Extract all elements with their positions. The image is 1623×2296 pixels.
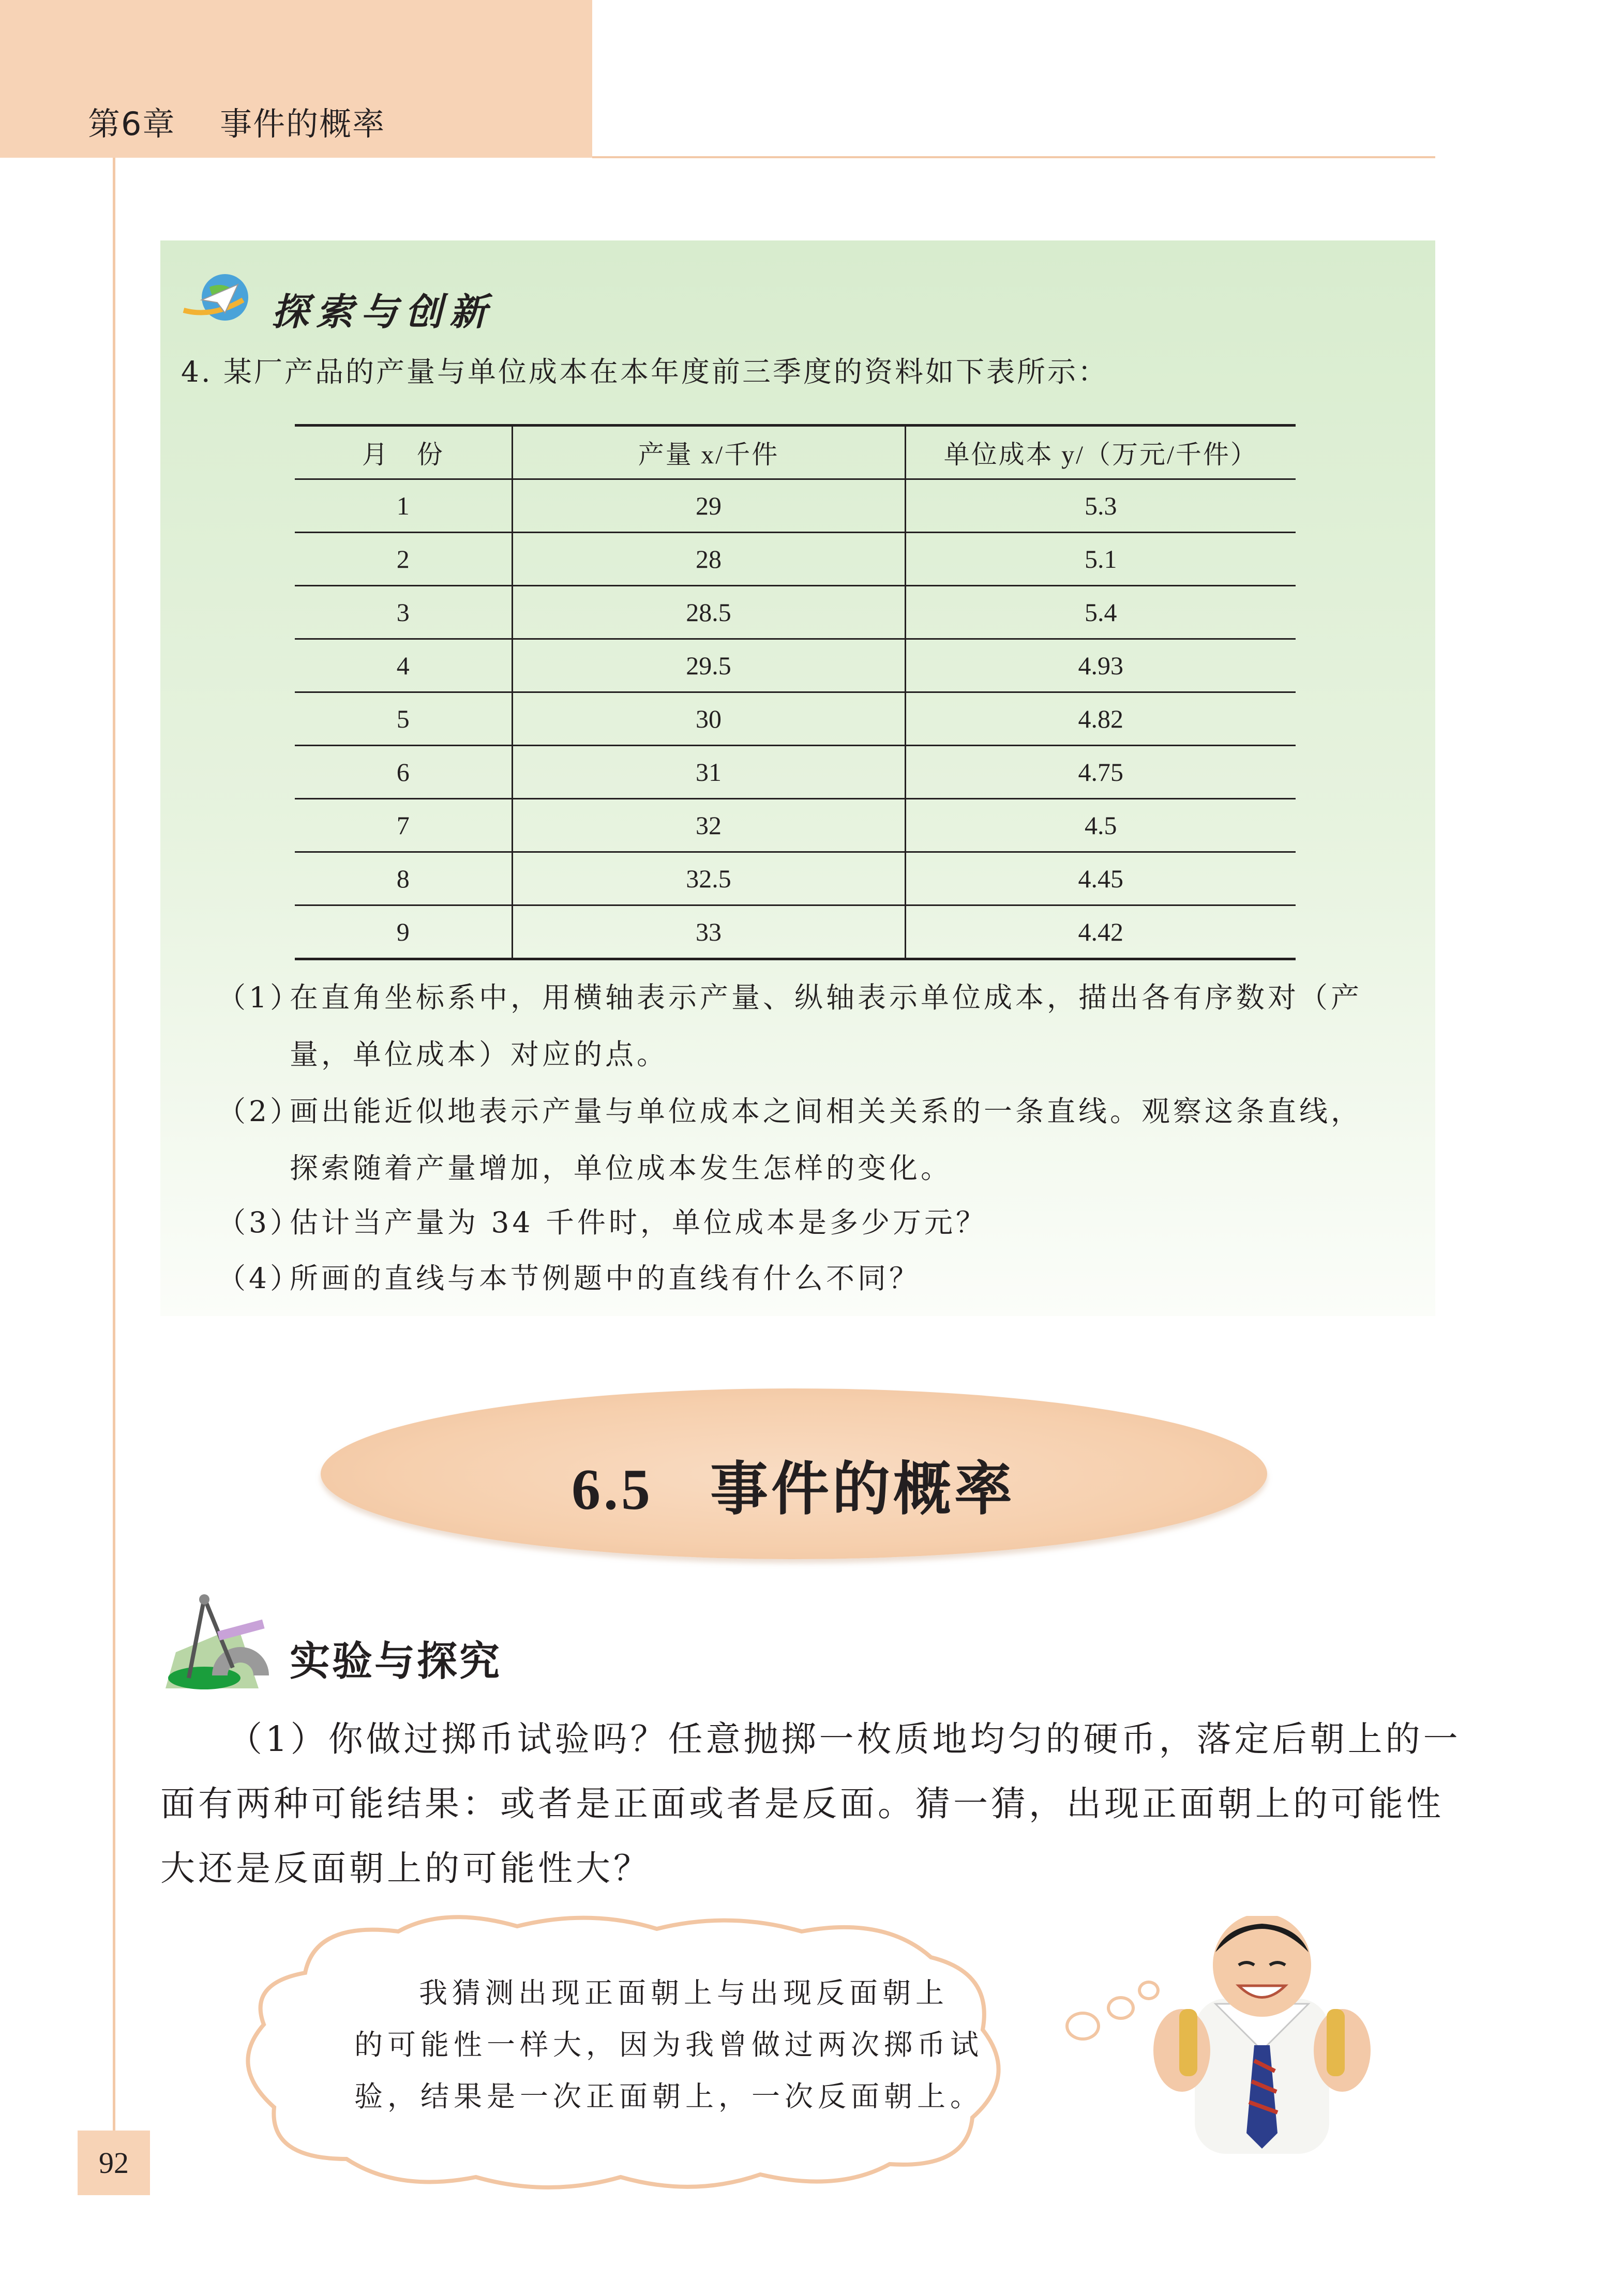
explore-title: 探索与创新 bbox=[272, 290, 494, 334]
table-cell: 4.75 bbox=[905, 746, 1296, 799]
question-1-continued: 量，单位成本）对应的点。 bbox=[290, 1038, 669, 1071]
question-text: 估计当产量为 34 千件时，单位成本是多少万元？ bbox=[290, 1206, 987, 1239]
chapter-header bbox=[88, 98, 385, 144]
table-cell: 31 bbox=[512, 746, 905, 799]
column-header-month: 月 份 bbox=[295, 426, 512, 479]
table-cell: 28 bbox=[512, 533, 905, 586]
explore-innovate-box bbox=[160, 240, 1435, 1316]
column-header-output: 产量 x/千件 bbox=[512, 426, 905, 479]
question-4 bbox=[217, 1256, 921, 1296]
chapter-title: 事件的概率 bbox=[220, 105, 386, 143]
section-title: 事件的概率 bbox=[710, 1455, 1015, 1523]
table-cell: 3 bbox=[295, 586, 512, 639]
table-cell: 32.5 bbox=[512, 852, 905, 905]
table-row bbox=[295, 852, 1296, 905]
table-cell: 4.82 bbox=[905, 692, 1296, 746]
table-cell: 5 bbox=[295, 692, 512, 746]
question-number: （2） bbox=[217, 1095, 302, 1128]
section-heading bbox=[572, 1443, 1015, 1526]
table-cell: 7 bbox=[295, 799, 512, 852]
table-row bbox=[295, 586, 1296, 639]
thought-text-line: 的可能性一样大，因为我曾做过两次掷币试 bbox=[354, 2028, 984, 2061]
question-text: 所画的直线与本节例题中的直线有什么不同？ bbox=[290, 1262, 921, 1295]
table-cell: 4.93 bbox=[905, 639, 1296, 692]
table-cell: 9 bbox=[295, 905, 512, 959]
table-cell: 33 bbox=[512, 905, 905, 959]
table-cell: 5.1 bbox=[905, 533, 1296, 586]
thought-cloud bbox=[228, 1911, 1091, 2200]
table-cell: 29.5 bbox=[512, 639, 905, 692]
question-text: 画出能近似地表示产量与单位成本之间相关关系的一条直线。观察这条直线， bbox=[290, 1095, 1363, 1128]
table-cell: 6 bbox=[295, 746, 512, 799]
table-row bbox=[295, 639, 1296, 692]
table-row bbox=[295, 746, 1296, 799]
table-cell: 4 bbox=[295, 639, 512, 692]
paragraph-line: 大还是反面朝上的可能性大？ bbox=[160, 1848, 651, 1889]
table-cell: 28.5 bbox=[512, 586, 905, 639]
question-number: （1） bbox=[217, 981, 302, 1014]
section-number: 6.5 bbox=[572, 1458, 653, 1522]
question-text: 在直角坐标系中，用横轴表示产量、纵轴表示单位成本，描出各有序数对（产 bbox=[290, 981, 1363, 1014]
table-cell: 4.42 bbox=[905, 905, 1296, 959]
globe-paper-plane-icon bbox=[181, 269, 259, 331]
table-row bbox=[295, 799, 1296, 852]
compass-protractor-icon bbox=[155, 1590, 274, 1694]
table-row bbox=[295, 479, 1296, 533]
header-rule bbox=[592, 156, 1435, 158]
table-cell: 5.3 bbox=[905, 479, 1296, 533]
thought-bubble-dot bbox=[1065, 2012, 1100, 2041]
table-cell: 29 bbox=[512, 479, 905, 533]
question-number: （4） bbox=[217, 1262, 302, 1295]
question-3 bbox=[217, 1200, 987, 1241]
child-illustration bbox=[1153, 1916, 1371, 2159]
table-row bbox=[295, 533, 1296, 586]
table-cell: 4.45 bbox=[905, 852, 1296, 905]
paragraph-line: （1）你做过掷币试验吗？任意抛掷一枚质地均匀的硬币，落定后朝上的一 bbox=[228, 1719, 1461, 1759]
table-cell: 30 bbox=[512, 692, 905, 746]
paragraph-line: 面有两种可能结果：或者是正面或者是反面。猜一猜，出现正面朝上的可能性 bbox=[160, 1784, 1444, 1824]
production-cost-table bbox=[295, 424, 1296, 960]
problem-intro: 4. 某厂产品的产量与单位成本在本年度前三季度的资料如下表所示： bbox=[181, 355, 1108, 388]
chapter-number: 第6章 bbox=[88, 105, 176, 143]
table-cell: 1 bbox=[295, 479, 512, 533]
table-header-row bbox=[295, 426, 1296, 479]
thought-text-line: 验，结果是一次正面朝上，一次反面朝上。 bbox=[354, 2080, 984, 2113]
question-number: （3） bbox=[217, 1206, 302, 1239]
margin-line bbox=[113, 158, 115, 2138]
table-cell: 8 bbox=[295, 852, 512, 905]
question-1 bbox=[217, 975, 1362, 1016]
lab-title: 实验与探究 bbox=[290, 1638, 502, 1685]
table-cell: 5.4 bbox=[905, 586, 1296, 639]
question-2 bbox=[217, 1089, 1362, 1129]
page-number: 92 bbox=[78, 2131, 150, 2195]
question-2-continued: 探索随着产量增加，单位成本发生怎样的变化。 bbox=[290, 1152, 953, 1185]
table-row bbox=[295, 692, 1296, 746]
thought-text-line: 我猜测出现正面朝上与出现反面朝上 bbox=[419, 1976, 949, 2010]
table-cell: 32 bbox=[512, 799, 905, 852]
table-row bbox=[295, 905, 1296, 959]
column-header-unit-cost: 单位成本 y/（万元/千件） bbox=[905, 426, 1296, 479]
table-cell: 4.5 bbox=[905, 799, 1296, 852]
thought-bubble-dot bbox=[1107, 1996, 1135, 2020]
table-cell: 2 bbox=[295, 533, 512, 586]
